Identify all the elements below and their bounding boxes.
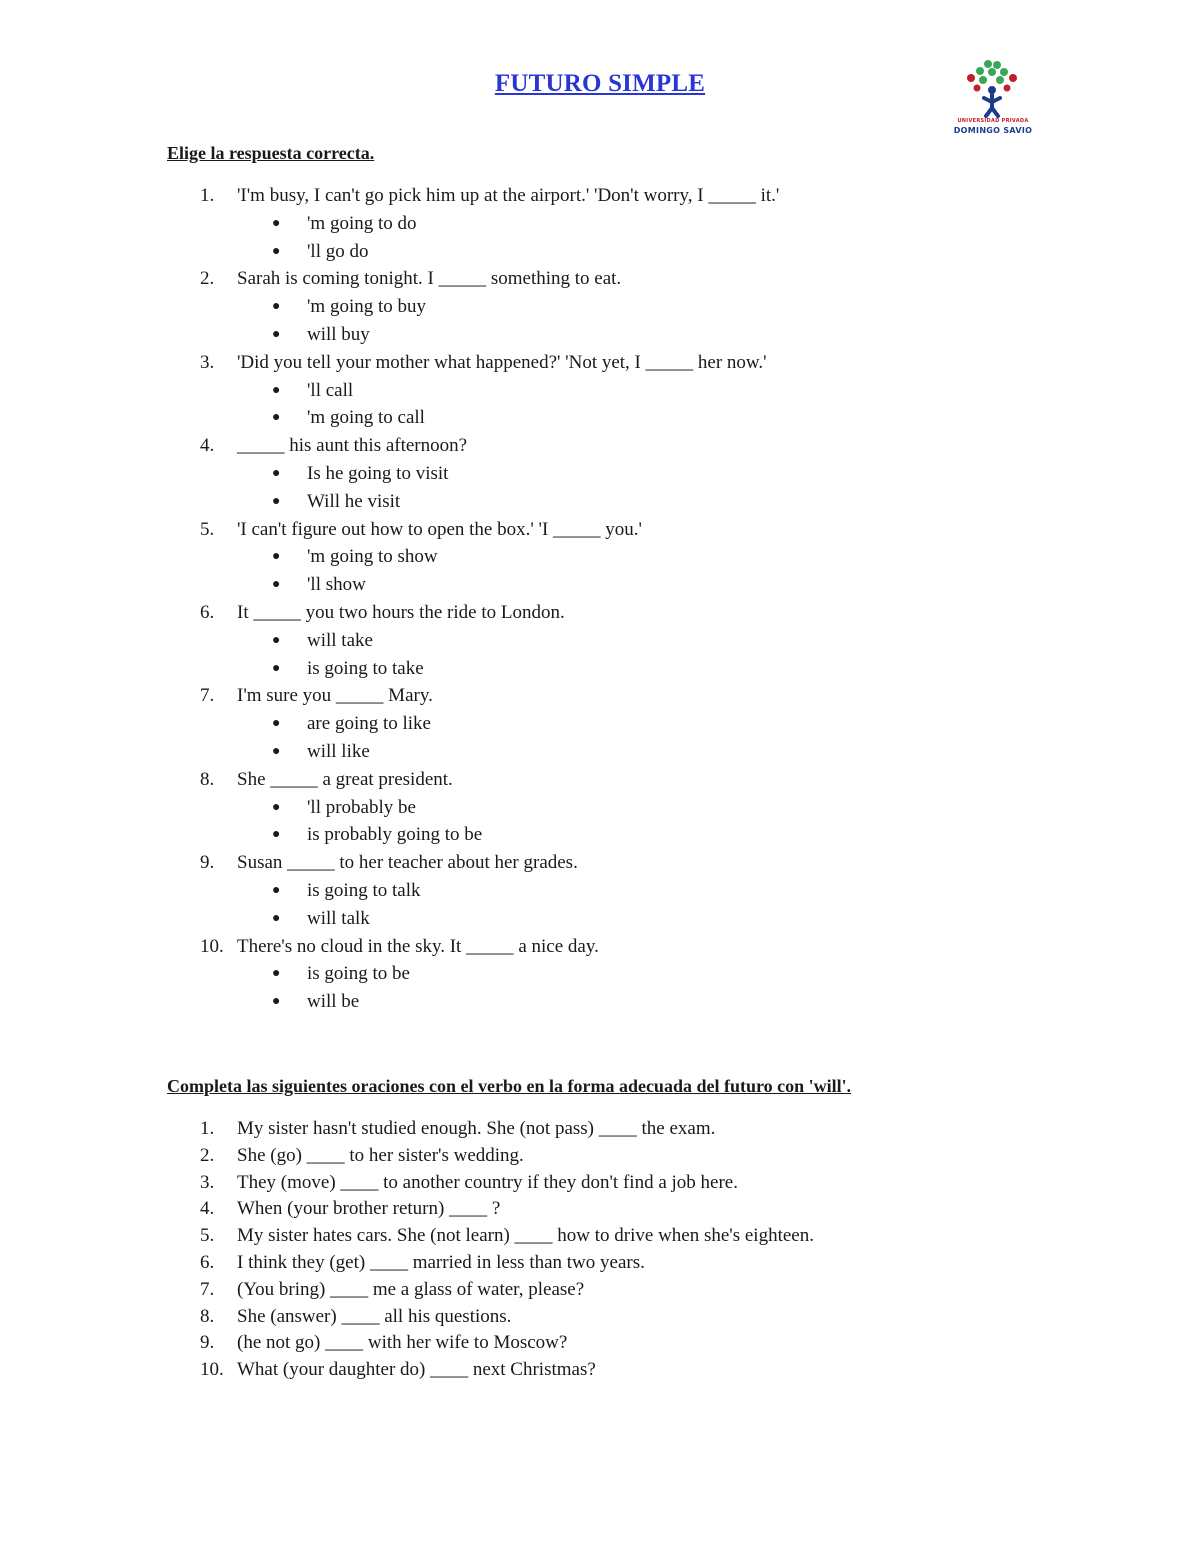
question-text: 'I can't figure out how to open the box.' 'I _____ you.' (237, 518, 642, 540)
exercise1-list (0, 182, 780, 1016)
sentence-number: 3. (200, 1171, 215, 1193)
option-text: is probably going to be (307, 824, 483, 846)
bullet-icon: ● (272, 743, 281, 759)
option-item (0, 293, 542, 321)
option-item (0, 404, 542, 432)
sentence-text: My sister hates cars. She (not learn) ____ how to drive when she's eighteen. (237, 1225, 814, 1247)
question-number: 2. (200, 268, 215, 290)
logo-text-name: DOMINGO SAVIO (953, 126, 1033, 135)
option-item (0, 960, 542, 988)
question-text: Susan _____ to her teacher about her grades. (237, 852, 578, 874)
sentence-item (0, 1330, 577, 1357)
option-list (0, 543, 542, 599)
sentence-text: (You bring) ____ me a glass of water, please? (237, 1278, 585, 1300)
option-text: 'm going to buy (307, 296, 427, 318)
question-item (0, 599, 565, 682)
bullet-icon: ● (272, 827, 281, 843)
question-item (0, 349, 767, 432)
bullet-icon: ● (272, 243, 281, 259)
option-text: 'm going to call (307, 407, 425, 429)
option-text: 'm going to do (307, 212, 417, 234)
bullet-icon: ● (272, 716, 281, 732)
option-item (0, 905, 542, 933)
option-list (0, 960, 542, 1016)
option-list (0, 710, 542, 766)
sentence-number: 5. (200, 1225, 215, 1247)
bullet-icon: ● (272, 326, 281, 342)
option-item (0, 321, 542, 349)
sentence-text: They (move) ____ to another country if they don't find a job here. (237, 1171, 738, 1193)
sentence-item (0, 1223, 814, 1250)
page-title: FUTURO SIMPLE (494, 70, 706, 97)
option-list (0, 460, 542, 516)
sentence-item (0, 1143, 577, 1170)
question-item (0, 432, 542, 515)
sentence-text: She (go) ____ to her sister's wedding. (237, 1144, 524, 1166)
bullet-icon: ● (272, 799, 281, 815)
option-item (0, 460, 542, 488)
option-list (0, 627, 542, 683)
sentence-item (0, 1116, 716, 1143)
option-text: is going to talk (307, 879, 421, 901)
option-item (0, 238, 542, 266)
option-text: 'm going to show (307, 546, 438, 568)
option-text: is going to take (307, 657, 424, 679)
option-item (0, 794, 542, 822)
section2-heading: Completa las siguientes oraciones con el verbo en la forma adecuada del futuro con 'will'. (167, 1076, 852, 1096)
option-item (0, 877, 542, 905)
question-item (0, 265, 622, 348)
option-item (0, 210, 542, 238)
option-item (0, 738, 542, 766)
option-text: Is he going to visit (307, 462, 449, 484)
question-number: 8. (200, 768, 215, 790)
sentence-text: My sister hasn't studied enough. She (not pass) ____ the exam. (237, 1118, 716, 1139)
bullet-icon: ● (272, 215, 281, 231)
sentence-number: 2. (200, 1144, 215, 1166)
option-text: are going to like (307, 713, 431, 735)
option-item (0, 710, 542, 738)
option-text: 'll go do (307, 240, 369, 262)
question-item (0, 516, 642, 599)
option-item (0, 821, 542, 849)
question-number: 1. (200, 185, 215, 206)
question-text: It _____ you two hours the ride to London. (237, 601, 565, 623)
sentence-item (0, 1304, 577, 1331)
sentence-text: I think they (get) ____ married in less than two years. (237, 1251, 645, 1273)
sentence-text: When (your brother return) ____ ? (237, 1198, 501, 1220)
option-text: will like (307, 740, 370, 762)
question-text: I'm sure you _____ Mary. (237, 685, 433, 707)
question-number: 3. (200, 351, 215, 373)
sentence-text: What (your daughter do) ____ next Christmas? (237, 1359, 596, 1381)
sentence-number: 7. (200, 1278, 215, 1300)
section1-heading: Elige la respuesta correcta. (167, 143, 375, 163)
sentence-item (0, 1277, 585, 1304)
question-text: Sarah is coming tonight. I _____ something to eat. (237, 268, 622, 290)
option-text: is going to be (307, 963, 410, 985)
bullet-icon: ● (272, 910, 281, 926)
bullet-icon: ● (272, 410, 281, 426)
sentence-number: 10. (200, 1359, 224, 1381)
question-text: _____ his aunt this afternoon? (237, 435, 468, 457)
sentence-text: She (answer) ____ all his questions. (237, 1305, 512, 1327)
option-text: 'll probably be (307, 796, 416, 818)
question-number: 10. (200, 935, 224, 957)
option-item (0, 377, 542, 405)
bullet-icon: ● (272, 882, 281, 898)
question-number: 7. (200, 685, 215, 707)
question-item (0, 182, 780, 265)
sentence-number: 1. (200, 1118, 215, 1139)
sentence-number: 6. (200, 1251, 215, 1273)
option-item (0, 655, 542, 683)
question-item (0, 849, 578, 932)
sentence-item (0, 1357, 596, 1384)
sentence-number: 8. (200, 1305, 215, 1327)
question-item (0, 933, 599, 1016)
option-item (0, 571, 542, 599)
question-number: 9. (200, 852, 215, 874)
option-list (0, 210, 542, 266)
option-list (0, 377, 542, 433)
bullet-icon: ● (272, 632, 281, 648)
question-number: 6. (200, 601, 215, 623)
question-text: There's no cloud in the sky. It _____ a nice day. (237, 935, 599, 957)
bullet-icon: ● (272, 660, 281, 676)
option-text: will take (307, 629, 373, 651)
option-list (0, 794, 542, 850)
question-item (0, 682, 542, 765)
bullet-icon: ● (272, 465, 281, 481)
question-item (0, 766, 542, 849)
sentence-item (0, 1250, 645, 1277)
option-text: will buy (307, 323, 370, 345)
exercise2-list (0, 1116, 814, 1384)
sentence-number: 9. (200, 1332, 215, 1354)
bullet-icon: ● (272, 966, 281, 982)
option-text: 'll show (307, 574, 366, 596)
option-list (0, 293, 542, 349)
option-item (0, 488, 542, 516)
question-number: 5. (200, 518, 215, 540)
option-text: Will he visit (307, 490, 401, 512)
bullet-icon: ● (272, 493, 281, 509)
bullet-icon: ● (272, 994, 281, 1010)
bullet-icon: ● (272, 299, 281, 315)
bullet-icon: ● (272, 549, 281, 565)
option-item (0, 627, 542, 655)
option-item (0, 543, 542, 571)
sentence-item (0, 1170, 738, 1197)
sentence-number: 4. (200, 1198, 215, 1220)
question-text: She _____ a great president. (237, 768, 453, 790)
bullet-icon: ● (272, 382, 281, 398)
question-number: 4. (200, 435, 215, 457)
question-text: 'Did you tell your mother what happened?' 'Not yet, I _____ her now.' (237, 351, 767, 373)
option-list (0, 877, 542, 933)
option-text: will talk (307, 907, 370, 929)
option-text: 'll call (307, 379, 354, 401)
sentence-item (0, 1196, 577, 1223)
question-text: 'I'm busy, I can't go pick him up at the airport.' 'Don't worry, I _____ it.' (237, 185, 780, 206)
option-text: will be (307, 991, 360, 1013)
bullet-icon: ● (272, 577, 281, 593)
logo-text-university: UNIVERSIDAD PRIVADA (957, 118, 1029, 124)
sentence-text: (he not go) ____ with her wife to Moscow? (237, 1332, 568, 1354)
option-item (0, 988, 542, 1016)
